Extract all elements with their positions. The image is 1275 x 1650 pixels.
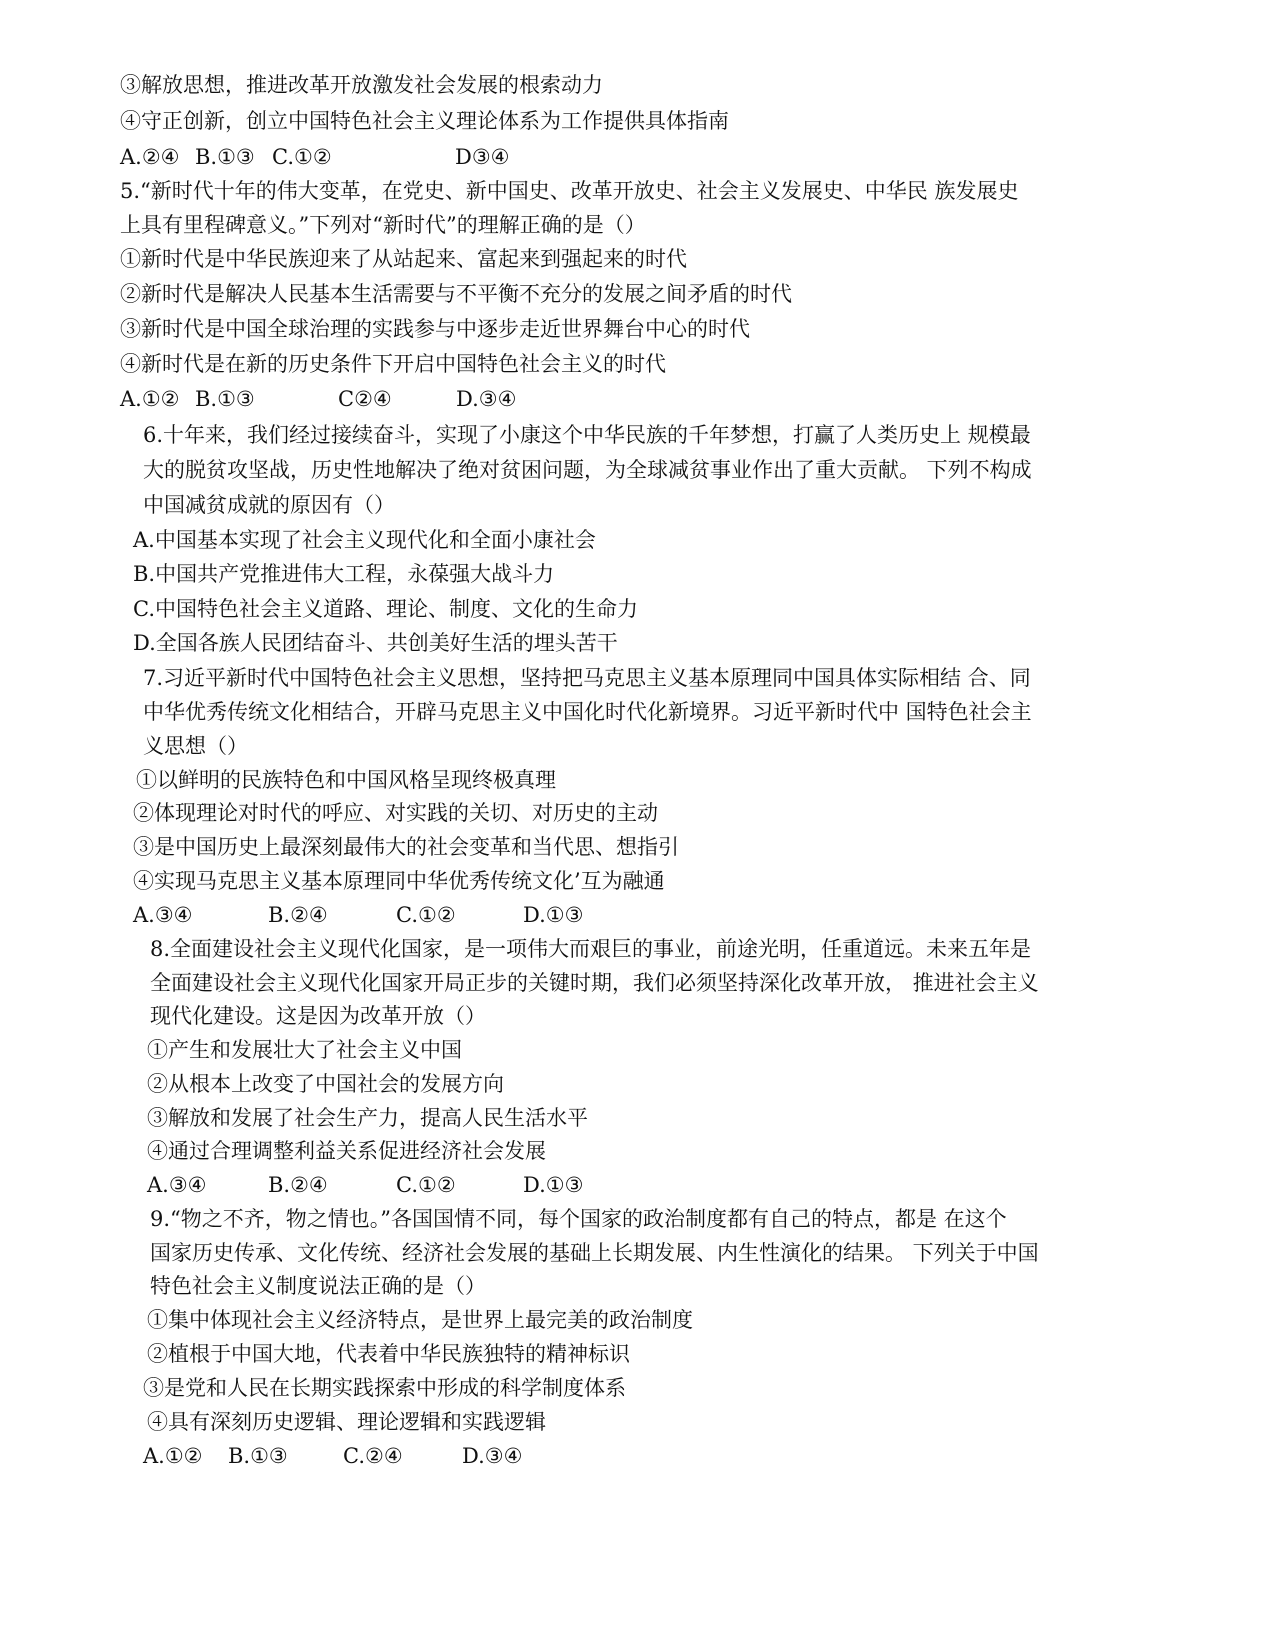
- q8-statement-2: ②从根本上改变了中国社会的发展方向: [147, 1072, 504, 1096]
- q7-stem-line-2: 中华优秀传统文化相结合，开辟马克思主义中国化时代化新境界。习近平新时代中 国特色社会主: [143, 700, 1032, 724]
- q9-option-c: C.②④: [343, 1444, 403, 1468]
- q8-stem-line-3: 现代化建设。这是因为改革开放（）: [150, 1004, 486, 1028]
- q5-stem-line-2: 上具有里程碑意义。”下列对“新时代”的理解正确的是（）: [120, 213, 646, 237]
- q4-statement-3: ③解放思想，推进改革开放激发社会发展的根索动力: [120, 73, 603, 97]
- q7-option-b: B.②④: [268, 903, 328, 927]
- q7-option-d: D.①③: [523, 903, 584, 927]
- q9-option-d: D.③④: [462, 1444, 523, 1468]
- q6-option-b: B.中国共产党推进伟大工程，永葆强大战斗力: [133, 562, 555, 586]
- q9-option-a: A.①②: [143, 1444, 203, 1468]
- q8-statement-1: ①产生和发展壮大了社会主义中国: [147, 1038, 462, 1062]
- q8-statement-3: ③解放和发展了社会生产力，提高人民生活水平: [147, 1106, 588, 1130]
- q6-stem-line-1: 6.十年来，我们经过接续奋斗，实现了小康这个中华民族的千年梦想，打赢了人类历史上 规模最: [143, 423, 1031, 447]
- q8-stem-line-2: 全面建设社会主义现代化国家开局正步的关键时期，我们必须坚持深化改革开放， 推进社会主义: [150, 971, 1039, 995]
- q6-stem-line-3: 中国减贫成就的原因有（）: [143, 493, 395, 517]
- q7-statement-3: ③是中国历史上最深刻最伟大的社会变革和当代思、想指引: [133, 835, 679, 859]
- q5-option-d: D.③④: [456, 387, 517, 411]
- q6-option-d: D.全国各族人民团结奋斗、共创美好生活的埋头苦干: [133, 631, 618, 655]
- q9-statement-3: ③是党和人民在长期实践探索中形成的科学制度体系: [143, 1376, 626, 1400]
- q7-option-c: C.①②: [396, 903, 456, 927]
- q9-option-b: B.①③: [228, 1444, 288, 1468]
- q4-option-c: C.①②: [272, 145, 332, 169]
- q8-option-c: C.①②: [396, 1173, 456, 1197]
- q6-stem-line-2: 大的脱贫攻坚战，历史性地解决了绝对贫困问题，为全球减贫事业作出了重大贡献。 下列不构成: [143, 458, 1032, 482]
- q6-option-c: C.中国特色社会主义道路、理论、制度、文化的生命力: [133, 597, 638, 621]
- q5-option-b: B.①③: [195, 387, 255, 411]
- q8-option-d: D.①③: [523, 1173, 584, 1197]
- q4-statement-4: ④守正创新，创立中国特色社会主义理论体系为工作提供具体指南: [120, 109, 729, 133]
- q9-stem-line-1: 9.“物之不齐，物之情也。”各国国情不同，每个国家的政治制度都有自己的特点，都是 在这个: [150, 1207, 1007, 1231]
- q7-statement-4: ④实现马克思主义基本原理同中华优秀传统文化’互为融通: [133, 869, 665, 893]
- q7-statement-2: ②体现理论对时代的呼应、对实践的关切、对历史的主动: [133, 801, 658, 825]
- q4-option-b: B.①③: [195, 145, 255, 169]
- q5-option-c: C②④: [338, 387, 392, 411]
- q4-option-a: A.②④: [120, 145, 180, 169]
- q9-statement-4: ④具有深刻历史逻辑、理论逻辑和实践逻辑: [147, 1410, 546, 1434]
- q7-stem-line-3: 义思想（）: [143, 734, 248, 758]
- q8-stem-line-1: 8.全面建设社会主义现代化国家，是一项伟大而艰巨的事业，前途光明，任重道远。未来五年是: [150, 937, 1032, 961]
- q9-stem-line-2: 国家历史传承、文化传统、经济社会发展的基础上长期发展、内生性演化的结果。 下列关于中国: [150, 1241, 1039, 1265]
- q4-option-d: D③④: [455, 145, 510, 169]
- q5-stem-line-1: 5.“新时代十年的伟大变革，在党史、新中国史、改革开放史、社会主义发展史、中华民 族发展史: [120, 179, 1019, 203]
- q9-statement-1: ①集中体现社会主义经济特点，是世界上最完美的政治制度: [147, 1308, 693, 1332]
- q5-option-a: A.①②: [120, 387, 180, 411]
- q5-statement-3: ③新时代是中国全球治理的实践参与中逐步走近世界舞台中心的时代: [120, 317, 750, 341]
- q9-stem-line-3: 特色社会主义制度说法正确的是（）: [150, 1274, 486, 1298]
- q8-statement-4: ④通过合理调整利益关系促进经济社会发展: [147, 1139, 546, 1163]
- q8-option-b: B.②④: [268, 1173, 328, 1197]
- q9-statement-2: ②植根于中国大地，代表着中华民族独特的精神标识: [147, 1342, 630, 1366]
- q7-option-a: A.③④: [133, 903, 193, 927]
- q7-statement-1: ①以鲜明的民族特色和中国风格呈现终极真理: [136, 768, 556, 792]
- q8-option-a: A.③④: [147, 1173, 207, 1197]
- q6-option-a: A.中国基本实现了社会主义现代化和全面小康社会: [133, 528, 596, 552]
- q7-stem-line-1: 7.习近平新时代中国特色社会主义思想，坚持把马克思主义基本原理同中国具体实际相结 合、同: [143, 666, 1031, 690]
- q5-statement-2: ②新时代是解决人民基本生活需要与不平衡不充分的发展之间矛盾的时代: [120, 282, 792, 306]
- q5-statement-4: ④新时代是在新的历史条件下开启中国特色社会主义的时代: [120, 352, 666, 376]
- q5-statement-1: ①新时代是中华民族迎来了从站起来、富起来到强起来的时代: [120, 247, 687, 271]
